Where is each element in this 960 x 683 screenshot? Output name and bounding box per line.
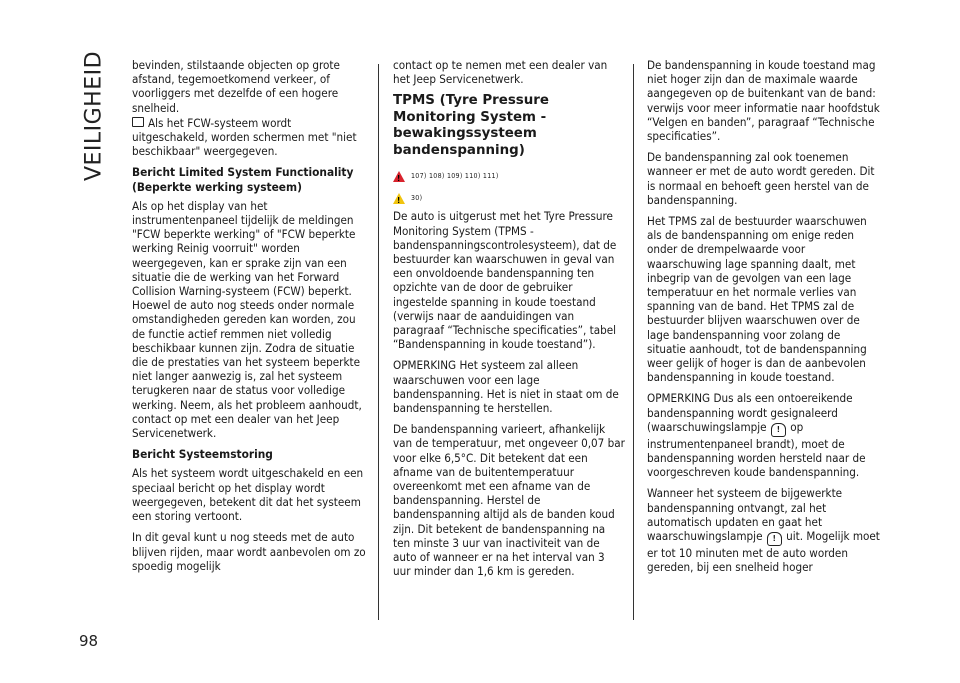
- note-text: Als het FCW-systeem wordt uitgeschakeld, worden schermen met "niet beschikbaar" weergegeven.: [132, 115, 357, 159]
- warning-icon: [393, 171, 405, 182]
- caution-refs: [393, 187, 625, 209]
- paragraph: Als op het display van het instrumentenpaneel tijdelijk de meldingen "FCW beperkte werking" of "FCW beperkte werking Reinig voorruit" worden weergegeven, kan er sprake zijn van een situatie die de werking van het Forward Collision Warning-systeem (FCW) beperkt. Hoewel de auto nog steeds onder normale omstandigheden gereden kan worden, zou de functie actief remmen niet volledig beschikbaar kunnen zijn. Zodra de situatie die de prestaties van het systeem beperkte niet langer aanwezig is, zal het systeem terugkeren naar de status voor volledige werking. Neem, als het probleem aanhoudt, contact op met een dealer van het Jeep Servicenetwerk.: [132, 198, 362, 441]
- paragraph-text: OPMERKING Dus als een ontoereikende bandenspanning wordt gesignaleerd (waarschuwingslampje: [647, 391, 853, 434]
- paragraph: contact op te nemen met een dealer van het Jeep Servicenetwerk.: [393, 58, 608, 87]
- paragraph: OPMERKING Het systeem zal alleen waarschuwen voor een lage bandenspanning. Het is niet in staat om de bandenspanning te herstellen.: [393, 358, 619, 416]
- paragraph-text: uit. Mogelijk moet er tot 10 minuten met de auto worden gereden, bij een snelheid hoger: [647, 529, 880, 575]
- warning-ref-list: 107) 108) 109) 110) 111): [411, 172, 499, 181]
- section-title-text: VEILIGHEID: [81, 50, 107, 181]
- paragraph: De auto is uitgerust met het Tyre Pressure Monitoring System (TPMS - bandenspanningscontrolesysteem), dat de bestuurder kan waarschuwen in geval van een onvoldoende bandenspanning ten opzichte van de door de gebruiker ingestelde spanning in koude toestand (verwijs naar de aanduidingen van paragraaf “Technische specificaties”, tabel “Bandenspanning in koude toestand”).: [393, 209, 617, 352]
- paragraph: [647, 486, 882, 574]
- subheading: Bericht Systeemstoring: [132, 447, 273, 462]
- column-divider: [378, 64, 379, 620]
- column-1: [132, 58, 366, 580]
- section-heading: TPMS (Tyre Pressure Monitoring System - bewakingssysteem bandenspanning): [393, 93, 549, 158]
- column-3: [647, 58, 882, 582]
- section-title: [74, 48, 114, 183]
- paragraph: Het TPMS zal de bestuurder waarschuwen als de bandenspanning om enige reden onder de drempelwaarde voor waarschuwing lage spanning daalt, met inbegrip van de gevolgen van een lage temperatuur en het normale verlies van spanning van de band. Het TPMS zal de bestuurder blijven waarschuwen over de lage bandenspanning voor zolang de situatie aanhoudt, tot de bandenspanning weer gelijk of hoger is dan de aanbevolen bandenspanning in koude toestand.: [647, 214, 867, 385]
- paragraph: Als het systeem wordt uitgeschakeld en een speciaal bericht op het display wordt weergegeven, betekent dit dat het systeem een storing vertoont.: [132, 466, 364, 524]
- tpms-warning-icon: !: [771, 423, 786, 437]
- column-2: [393, 58, 625, 585]
- caution-ref-list: 30): [411, 194, 423, 203]
- paragraph: bevinden, stilstaande objecten op grote afstand, tegemoetkomend verkeer, of voorliggers met dezelfde of een hogere snelheid.: [132, 58, 340, 115]
- paragraph-text: Wanneer het systeem de bijgewerkte bandenspanning ontvangt, zal het automatisch updaten en gaat het waarschuwingslampje: [647, 486, 843, 544]
- caution-icon: [393, 193, 405, 204]
- paragraph: De bandenspanning varieert, afhankelijk van de temperatuur, met ongeveer 0,07 bar voor elke 6,5°C. Dit betekent dat een afname van de buitentemperatuur overeenkomt met een afname van de bandenspanning. Herstel de bandenspanning altijd als de banden koud zijn. Dit betekent de bandenspanning na ten minste 3 uur van inactiviteit van de auto of wanneer er na het interval van 3 uur minder dan 1,6 km is gereden.: [393, 422, 625, 579]
- paragraph: De bandenspanning zal ook toenemen wanneer er met de auto wordt gereden. Dit is normaal en behoeft geen herstel van de bandenspanning.: [647, 150, 875, 207]
- tpms-warning-icon: !: [767, 532, 782, 546]
- paragraph: De bandenspanning in koude toestand mag niet hoger zijn dan de maximale waarde aangegeven op de buitenkant van de band: verwijs voor meer informatie naar hoofdstuk “Velgen en banden”, paragraaf “Technische specificaties”.: [647, 58, 880, 144]
- subheading: Bericht Limited System Functionality (Beperkte werking systeem): [132, 165, 354, 194]
- paragraph: In dit geval kunt u nog steeds met de auto blijven rijden, maar wordt aanbevolen om zo spoedig mogelijk: [132, 530, 366, 573]
- note-paragraph: [132, 116, 366, 159]
- paragraph: [647, 391, 882, 479]
- warning-refs: [393, 165, 625, 187]
- column-divider: [633, 64, 634, 620]
- paragraph-text: op instrumentenpaneel brandt), moet de bandenspanning worden hersteld naar de voorgeschreven koude bandenspanning.: [647, 419, 866, 480]
- page-number: 98: [79, 632, 99, 650]
- book-icon: [132, 117, 144, 127]
